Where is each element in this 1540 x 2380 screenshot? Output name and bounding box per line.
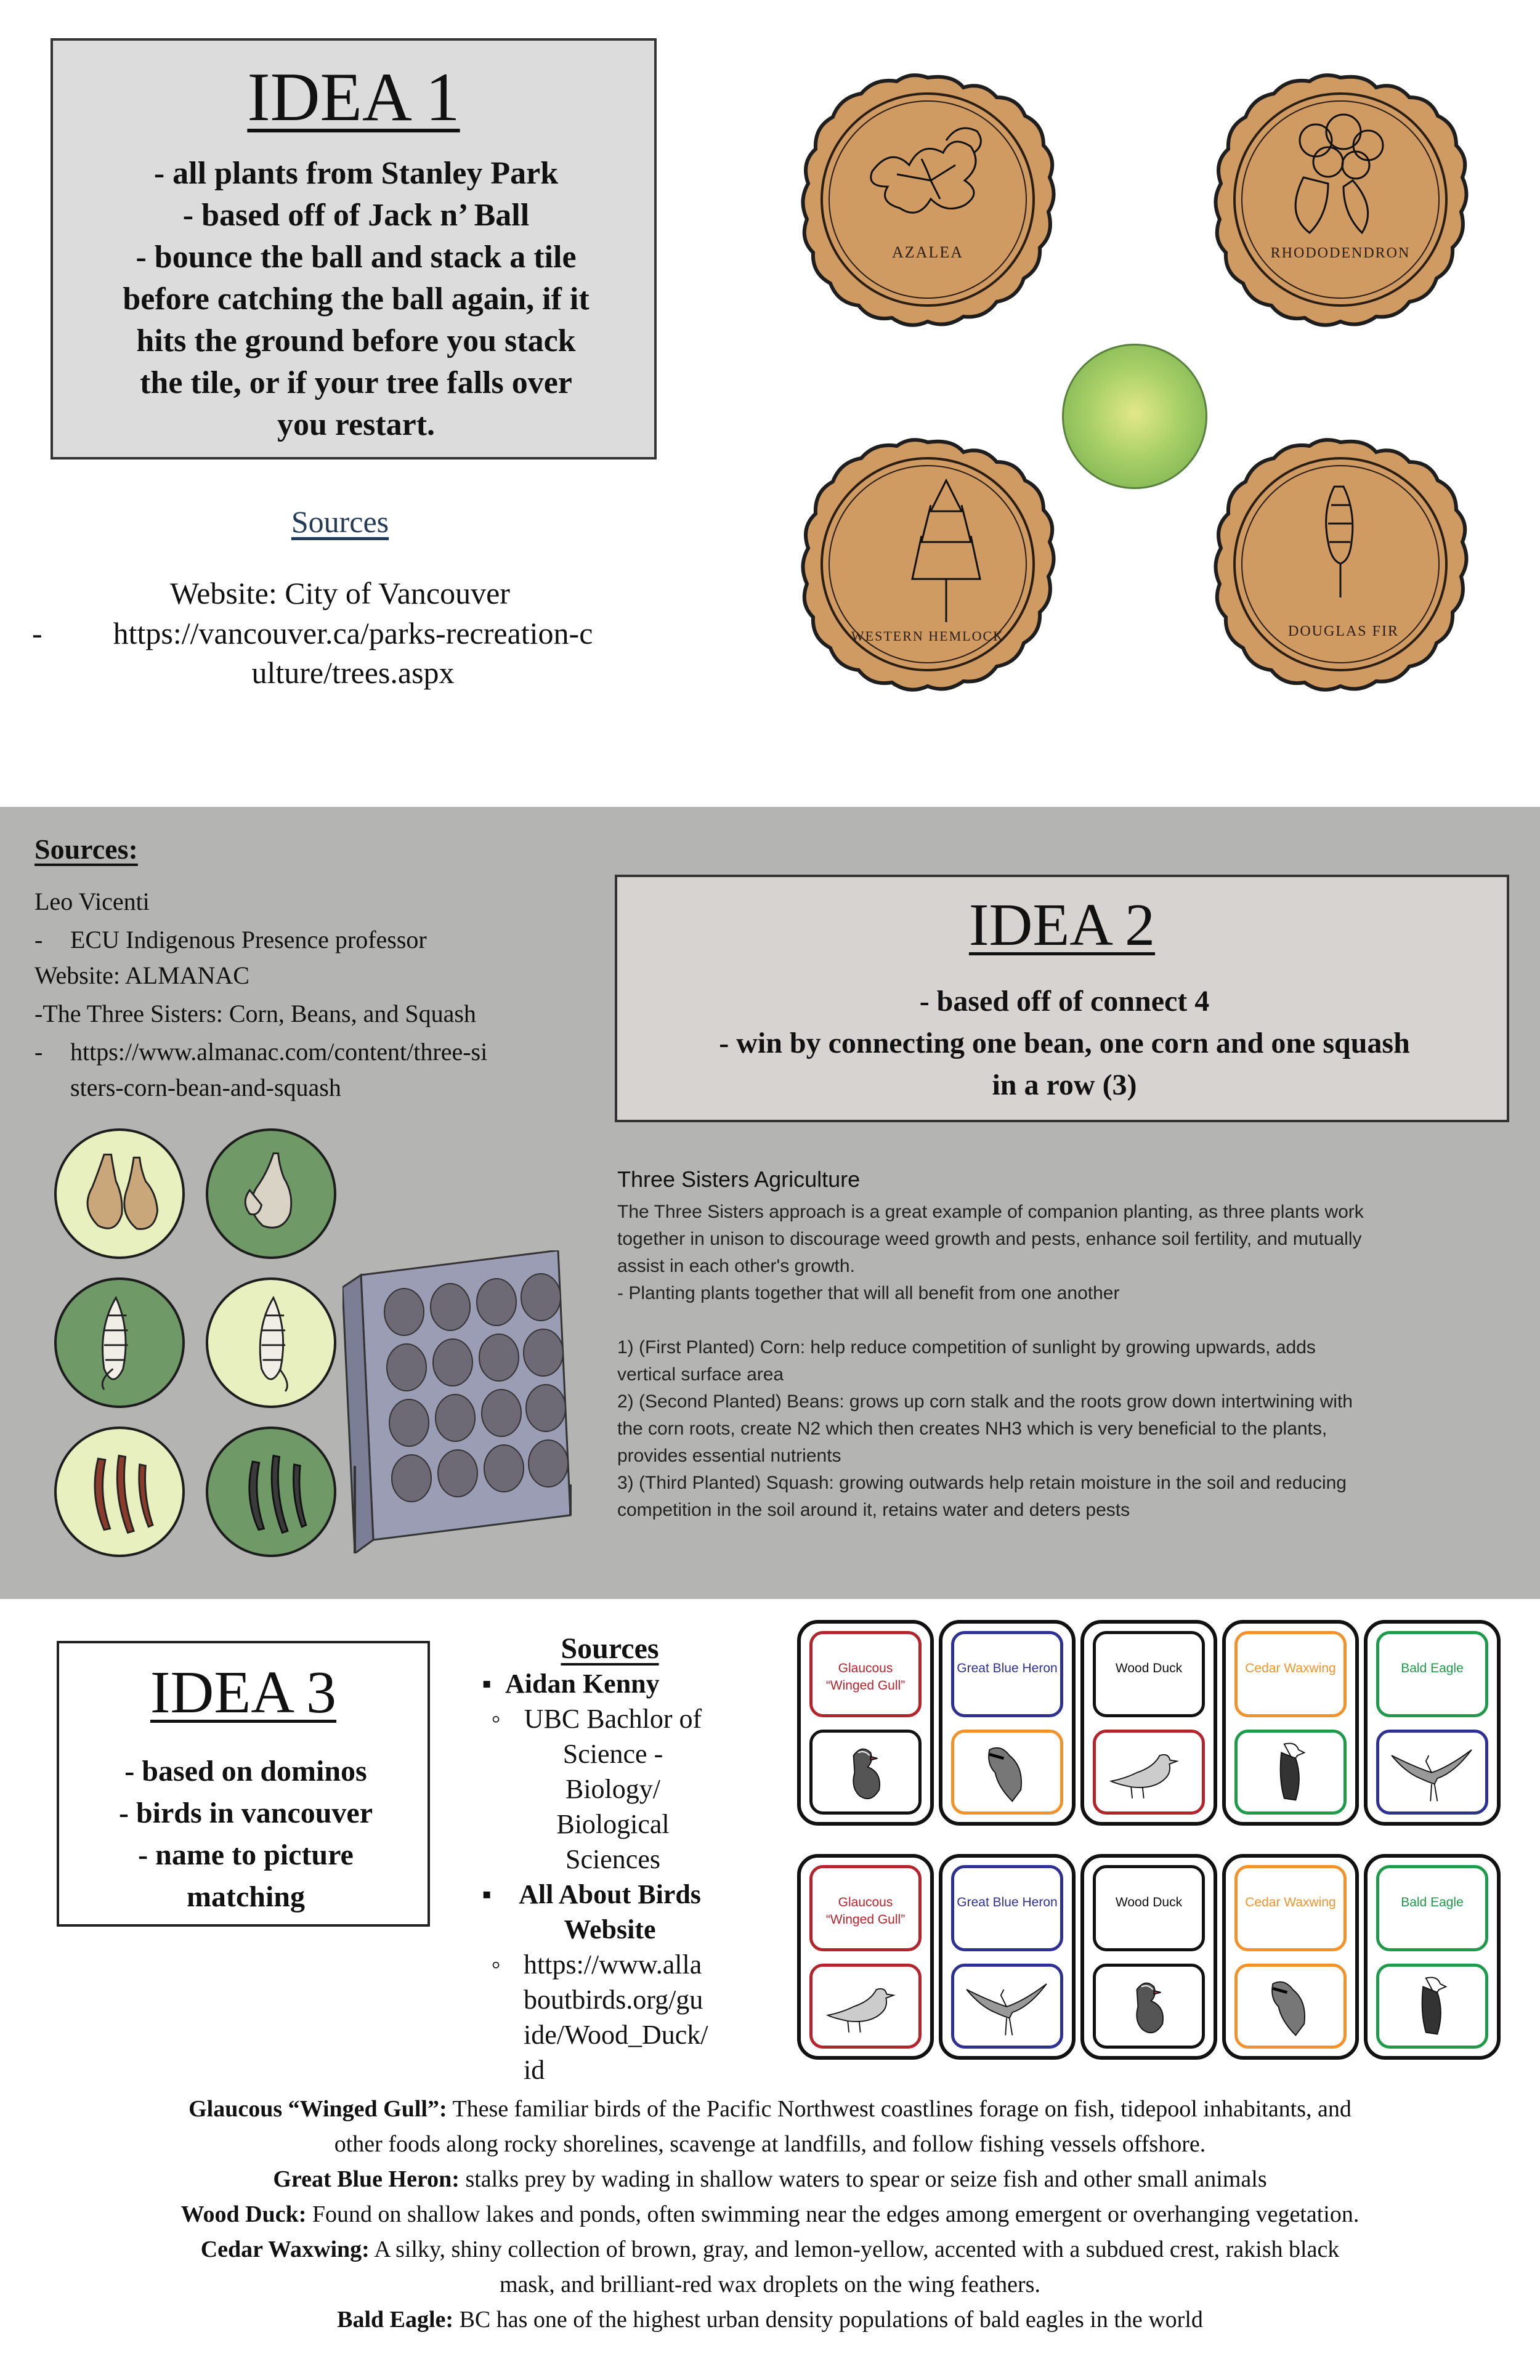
- source-text: Aidan Kenny: [505, 1669, 660, 1699]
- source-line: Leo Vicenti: [34, 888, 150, 915]
- idea3-line: matching: [187, 1880, 305, 1913]
- source-dash: -: [34, 1038, 43, 1066]
- bird-fact-label: Cedar Waxwing:: [200, 2236, 370, 2262]
- tile-label: AZALEA: [892, 243, 963, 261]
- green-ball: [1062, 344, 1207, 489]
- idea3-title: IDEA 3: [150, 1659, 337, 1726]
- card-name: Great Blue Heron: [957, 1661, 1058, 1675]
- body-line: - Planting plants together that will all benefit from one another: [617, 1283, 1120, 1303]
- bean-piece: [206, 1427, 336, 1557]
- gull-icon: [813, 1967, 918, 2046]
- bird-fact-text: A silky, shiny collection of brown, gray, and lemon-yellow, accented with a subdued crest, rakish black: [374, 2236, 1340, 2262]
- bird-fact-label: Wood Duck:: [180, 2201, 307, 2227]
- bird-fact-text: These familiar birds of the Pacific Northwest coastlines forage on fish, tidepool inhabitants, and: [452, 2096, 1352, 2122]
- card-picture-panel: [809, 1730, 922, 1815]
- body-line: assist in each other's growth.: [617, 1256, 855, 1276]
- sources-link[interactable]: Sources: [291, 504, 389, 539]
- source-text: https://www.allaboutbirds.org/guide/Wood_Duck/id: [524, 1949, 708, 2085]
- vancouver-url[interactable]: [32, 613, 648, 692]
- western-hemlock-tile: [798, 437, 1057, 696]
- card-name-panel: [951, 1865, 1063, 1951]
- domino-card[interactable]: [1080, 1854, 1217, 2060]
- idea3-line: - birds in vancouver: [118, 1797, 373, 1829]
- bald-eagle-icon: [1238, 1733, 1343, 1811]
- bullet: ◦: [491, 1704, 501, 1734]
- body-line: The Three Sisters approach is a great example of companion planting, as three plants work: [617, 1202, 1364, 1222]
- card-picture-panel: [1093, 1730, 1205, 1815]
- card-picture-panel: [809, 1964, 922, 2049]
- card-picture-panel: [1376, 1730, 1488, 1815]
- card-name-panel: [1234, 1865, 1347, 1951]
- source-row: [468, 1877, 752, 1947]
- website-label: Website: City of Vancouver: [170, 576, 510, 610]
- bird-fact: [43, 2232, 1497, 2267]
- gull-icon: [1096, 1733, 1202, 1811]
- source-text: https://www.almanac.com/content/three-si: [70, 1038, 488, 1066]
- source-line: [34, 1073, 341, 1102]
- idea2-description: [636, 981, 1493, 1106]
- url-line: ulture/trees.aspx: [251, 655, 455, 690]
- source-row: [468, 1701, 752, 1877]
- url-line: https://vancouver.ca/parks-recreation-c: [113, 616, 593, 650]
- url-dash: -: [32, 616, 43, 650]
- corn-piece: [54, 1277, 185, 1408]
- birds-url[interactable]: [468, 1947, 752, 2087]
- bullet: ◦: [491, 1949, 501, 1980]
- card-name-panel: [951, 1631, 1063, 1717]
- idea1-description: [78, 153, 634, 446]
- card-name: Bald Eagle: [1401, 1895, 1464, 1909]
- card-name: Cedar Waxwing: [1245, 1895, 1336, 1909]
- source-row: [468, 1666, 752, 1701]
- body-line: 1) (First Planted) Corn: help reduce competition of sunlight by growing upwards, adds: [617, 1337, 1316, 1358]
- idea2-box: [615, 875, 1509, 1122]
- wood-duck-icon: [1096, 1967, 1202, 2046]
- idea1-line: - based off of Jack n’ Ball: [182, 198, 530, 233]
- rhododendron-tile: [1211, 73, 1470, 331]
- bird-fact: [43, 2267, 1497, 2302]
- card-name-panel: [809, 1631, 922, 1717]
- card-name-panel: [1093, 1865, 1205, 1951]
- card-name-panel: [809, 1865, 922, 1951]
- heron-icon: [954, 1967, 1060, 2046]
- connect-board: [342, 1250, 591, 1553]
- idea3-box: [57, 1641, 430, 1927]
- body-line: the corn roots, create N2 which then creates NH3 which is very beneficial to the plants,: [617, 1419, 1327, 1439]
- douglas-fir-tile: [1211, 437, 1470, 696]
- domino-card[interactable]: [797, 1620, 934, 1826]
- card-name: Glaucous “Winged Gull”: [825, 1661, 906, 1693]
- sources-heading: Sources:: [34, 833, 138, 865]
- bean-piece: [54, 1427, 185, 1557]
- bird-fact-label: Great Blue Heron:: [273, 2166, 460, 2192]
- source-line: [34, 925, 427, 954]
- domino-card[interactable]: [1222, 1620, 1359, 1826]
- card-name: Wood Duck: [1115, 1661, 1183, 1675]
- card-picture-panel: [951, 1730, 1063, 1815]
- bird-fact: [43, 2302, 1497, 2338]
- source-text: sters-corn-bean-and-squash: [70, 1074, 341, 1101]
- idea3-line: - based on dominos: [124, 1755, 367, 1787]
- bird-fact-label: Glaucous “Winged Gull”:: [188, 2096, 447, 2122]
- card-picture-panel: [1376, 1964, 1488, 2049]
- body-line: together in unison to discourage weed growth and pests, enhance soil fertility, and mutually: [617, 1229, 1362, 1249]
- card-name: Cedar Waxwing: [1245, 1661, 1336, 1675]
- body-line: 3) (Third Planted) Squash: growing outwards help retain moisture in the soil and reducing: [617, 1473, 1347, 1493]
- tile-label: RHODODENDRON: [1270, 245, 1411, 261]
- bird-fact-text: Found on shallow lakes and ponds, often swimming near the edges among emergent or overhanging vegetation.: [312, 2201, 1360, 2227]
- body-line: competition in the soil around it, retains water and deters pests: [617, 1500, 1130, 1520]
- three-sisters-title: Three Sisters Agriculture: [617, 1167, 861, 1192]
- sources-heading: Sources: [561, 1632, 659, 1665]
- body-line: vertical surface area: [617, 1364, 784, 1385]
- card-name-panel: [1376, 1631, 1488, 1717]
- idea2-title: IDEA 2: [968, 892, 1156, 958]
- bullet: ▪: [482, 1669, 492, 1699]
- card-picture-panel: [1093, 1964, 1205, 2049]
- tile-label: WESTERN HEMLOCK: [851, 628, 1005, 644]
- idea1-title: IDEA 1: [247, 59, 460, 136]
- idea2-line: - based off of connect 4: [919, 985, 1210, 1018]
- source-text: UBC Bachlor of Science - Biology/ Biological Sciences: [524, 1704, 702, 1874]
- domino-card[interactable]: [1080, 1620, 1217, 1826]
- bird-fact-text: BC has one of the highest urban density populations of bald eagles in the world: [459, 2307, 1203, 2333]
- azalea-tile: [798, 73, 1057, 331]
- idea2-line: - win by connecting one bean, one corn and one squash: [719, 1027, 1410, 1059]
- source-text: All About Birds Website: [519, 1879, 701, 1945]
- card-picture-panel: [951, 1964, 1063, 2049]
- bird-fact-text: other foods along rocky shorelines, scavenge at landfills, and follow fishing vessels offshore.: [334, 2131, 1206, 2157]
- idea1-line: hits the ground before you stack: [136, 323, 576, 358]
- idea1-line: you restart.: [277, 407, 436, 442]
- squash-piece: [54, 1128, 185, 1259]
- source-line: -The Three Sisters: Corn, Beans, and Squash: [34, 1000, 476, 1027]
- idea1-line: before catching the ball again, if it: [123, 281, 590, 317]
- almanac-url[interactable]: [34, 1037, 487, 1066]
- idea1-line: - bounce the ball and stack a tile: [136, 240, 577, 275]
- source-line: Website: ALMANAC: [34, 961, 249, 989]
- source-text: ECU Indigenous Presence professor: [70, 926, 427, 953]
- card-name-panel: [1234, 1631, 1347, 1717]
- heron-icon: [1379, 1733, 1485, 1811]
- domino-card[interactable]: [797, 1854, 934, 2060]
- card-name: Glaucous “Winged Gull”: [825, 1895, 906, 1927]
- squash-piece: [206, 1128, 336, 1259]
- bird-fact: [43, 2092, 1497, 2127]
- domino-card[interactable]: [1364, 1854, 1501, 2060]
- card-name-panel: [1376, 1865, 1488, 1951]
- idea2-line: in a row (3): [992, 1069, 1137, 1101]
- card-name: Wood Duck: [1115, 1895, 1183, 1909]
- card-name: Great Blue Heron: [957, 1895, 1058, 1909]
- idea1-box: [51, 38, 657, 459]
- idea1-line: - all plants from Stanley Park: [153, 156, 559, 191]
- bullet: ▪: [482, 1879, 492, 1909]
- idea3-description: [71, 1751, 420, 1918]
- bald-eagle-icon: [1379, 1967, 1485, 2046]
- domino-card[interactable]: [1222, 1854, 1359, 2060]
- card-name: Bald Eagle: [1401, 1661, 1464, 1675]
- wood-duck-icon: [813, 1733, 918, 1811]
- idea1-line: the tile, or if your tree falls over: [140, 365, 572, 400]
- bird-fact-text: mask, and brilliant-red wax droplets on the wing feathers.: [500, 2272, 1040, 2297]
- card-picture-panel: [1234, 1964, 1347, 2049]
- domino-card[interactable]: [939, 1620, 1076, 1826]
- bird-fact: [43, 2162, 1497, 2197]
- bird-fact-label: Bald Eagle:: [337, 2307, 454, 2333]
- source-dash: -: [34, 926, 43, 953]
- bird-facts: [43, 2092, 1497, 2338]
- idea3-line: - name to picture: [138, 1839, 354, 1871]
- domino-card[interactable]: [1364, 1620, 1501, 1826]
- card-name-panel: [1093, 1631, 1205, 1717]
- idea3-sources: [468, 1631, 752, 2087]
- bird-fact-text: stalks prey by wading in shallow waters to spear or seize fish and other small animals: [465, 2166, 1267, 2192]
- tile-label: DOUGLAS FIR: [1287, 623, 1400, 639]
- domino-card[interactable]: [939, 1854, 1076, 2060]
- body-line: provides essential nutrients: [617, 1446, 841, 1466]
- card-picture-panel: [1234, 1730, 1347, 1815]
- corn-piece: [206, 1277, 336, 1408]
- bird-fact: [43, 2197, 1497, 2232]
- bird-fact: [43, 2127, 1497, 2162]
- cedar-waxwing-icon: [1238, 1967, 1343, 2046]
- cedar-waxwing-icon: [954, 1733, 1060, 1811]
- body-line: 2) (Second Planted) Beans: grows up corn stalk and the roots grow down intertwining with: [617, 1391, 1353, 1412]
